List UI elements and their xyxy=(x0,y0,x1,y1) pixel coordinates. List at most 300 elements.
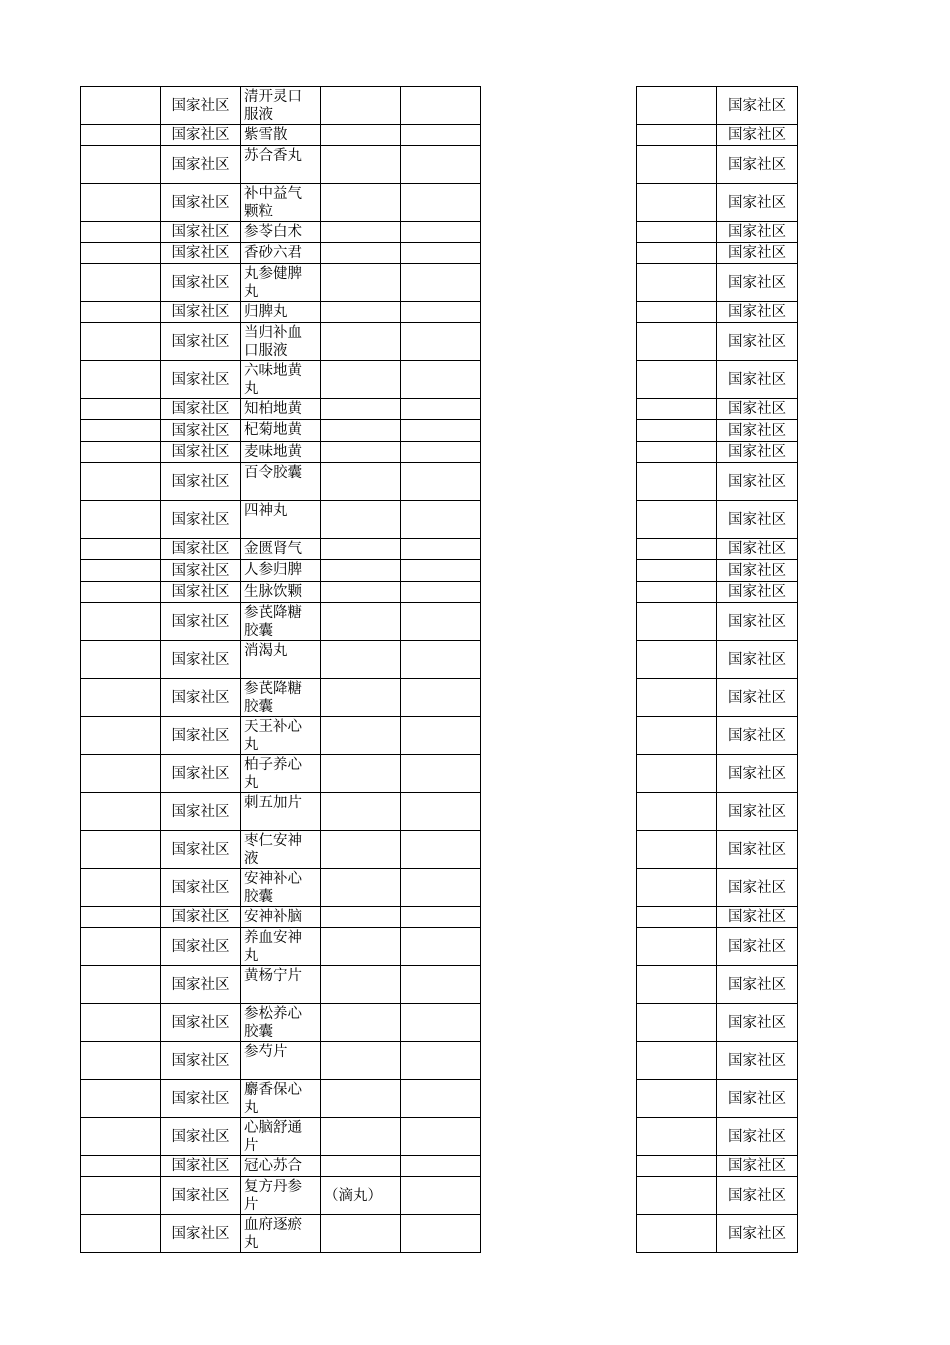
empty-cell[interactable] xyxy=(637,264,717,302)
category-cell[interactable]: 国家社区 xyxy=(161,1118,241,1156)
category-cell[interactable]: 国家社区 xyxy=(161,87,241,125)
empty-cell[interactable] xyxy=(401,1118,481,1156)
drug-name-cell[interactable]: 刺五加片 xyxy=(241,793,321,831)
table-row xyxy=(637,87,798,125)
empty-cell[interactable] xyxy=(401,679,481,717)
empty-cell[interactable] xyxy=(637,302,717,323)
empty-cell[interactable] xyxy=(81,264,161,302)
drug-name-cell[interactable]: 枣仁安神液 xyxy=(241,831,321,869)
empty-cell[interactable] xyxy=(637,1080,717,1118)
category-cell[interactable]: 国家社区 xyxy=(717,1118,798,1156)
drug-name-cell[interactable]: 知柏地黄 xyxy=(241,399,321,420)
category-cell[interactable]: 国家社区 xyxy=(161,582,241,603)
empty-cell[interactable] xyxy=(401,1156,481,1177)
empty-cell[interactable] xyxy=(401,928,481,966)
empty-cell[interactable] xyxy=(81,302,161,323)
note-cell[interactable] xyxy=(321,399,401,420)
category-cell[interactable]: 国家社区 xyxy=(161,755,241,793)
drug-name-cell[interactable]: 参芍片 xyxy=(241,1042,321,1080)
empty-cell[interactable] xyxy=(637,717,717,755)
empty-cell[interactable] xyxy=(637,831,717,869)
empty-cell[interactable] xyxy=(81,907,161,928)
empty-cell[interactable] xyxy=(401,1215,481,1253)
note-cell[interactable] xyxy=(321,463,401,501)
drug-name-cell[interactable]: 安神补心胶囊 xyxy=(241,869,321,907)
category-cell[interactable]: 国家社区 xyxy=(717,399,798,420)
empty-cell[interactable] xyxy=(81,966,161,1004)
category-cell[interactable]: 国家社区 xyxy=(717,560,798,582)
empty-cell[interactable] xyxy=(637,399,717,420)
note-cell[interactable] xyxy=(321,966,401,1004)
empty-cell[interactable] xyxy=(401,463,481,501)
table-row xyxy=(637,442,798,463)
category-cell[interactable]: 国家社区 xyxy=(717,222,798,243)
category-cell[interactable]: 国家社区 xyxy=(717,539,798,560)
empty-cell[interactable] xyxy=(401,717,481,755)
category-cell[interactable]: 国家社区 xyxy=(717,831,798,869)
note-cell[interactable] xyxy=(321,222,401,243)
right-spreadsheet-table xyxy=(636,86,798,1253)
note-cell[interactable] xyxy=(321,125,401,146)
note-cell[interactable] xyxy=(321,420,401,442)
empty-cell[interactable] xyxy=(637,539,717,560)
drug-name-cell[interactable]: 天王补心丸 xyxy=(241,717,321,755)
empty-cell[interactable] xyxy=(81,1215,161,1253)
empty-cell[interactable] xyxy=(637,146,717,184)
table-row xyxy=(81,1004,481,1042)
note-cell[interactable] xyxy=(321,793,401,831)
note-cell[interactable] xyxy=(321,1118,401,1156)
empty-cell[interactable] xyxy=(637,966,717,1004)
note-cell[interactable] xyxy=(321,302,401,323)
empty-cell[interactable] xyxy=(401,302,481,323)
table-row xyxy=(81,184,481,222)
empty-cell[interactable] xyxy=(81,146,161,184)
drug-name-cell[interactable]: 六味地黄丸 xyxy=(241,361,321,399)
note-cell[interactable] xyxy=(321,323,401,361)
category-cell[interactable]: 国家社区 xyxy=(161,679,241,717)
category-cell[interactable]: 国家社区 xyxy=(161,831,241,869)
table-row xyxy=(637,501,798,539)
table-row xyxy=(81,222,481,243)
empty-cell[interactable] xyxy=(81,755,161,793)
table-row xyxy=(637,1004,798,1042)
note-cell[interactable] xyxy=(321,264,401,302)
drug-name-cell[interactable]: 补中益气颗粒 xyxy=(241,184,321,222)
table-row xyxy=(81,264,481,302)
category-cell[interactable]: 国家社区 xyxy=(717,87,798,125)
category-cell[interactable]: 国家社区 xyxy=(161,641,241,679)
empty-cell[interactable] xyxy=(637,1042,717,1080)
table-row xyxy=(637,1177,798,1215)
empty-cell[interactable] xyxy=(81,582,161,603)
empty-cell[interactable] xyxy=(401,582,481,603)
empty-cell[interactable] xyxy=(637,907,717,928)
empty-cell[interactable] xyxy=(401,361,481,399)
empty-cell[interactable] xyxy=(81,1177,161,1215)
table-row xyxy=(81,501,481,539)
category-cell[interactable]: 国家社区 xyxy=(717,1042,798,1080)
drug-name-cell[interactable]: 冠心苏合 xyxy=(241,1156,321,1177)
empty-cell[interactable] xyxy=(81,717,161,755)
drug-name-cell[interactable]: 人参归脾 xyxy=(241,560,321,582)
category-cell[interactable]: 国家社区 xyxy=(161,1080,241,1118)
empty-cell[interactable] xyxy=(401,831,481,869)
empty-cell[interactable] xyxy=(637,582,717,603)
empty-cell[interactable] xyxy=(81,222,161,243)
category-cell[interactable]: 国家社区 xyxy=(717,146,798,184)
table-row xyxy=(637,184,798,222)
category-cell[interactable]: 国家社区 xyxy=(161,463,241,501)
category-cell[interactable]: 国家社区 xyxy=(161,793,241,831)
table-row xyxy=(637,603,798,641)
table-row xyxy=(637,264,798,302)
drug-name-cell[interactable]: 香砂六君 xyxy=(241,243,321,264)
empty-cell[interactable] xyxy=(81,793,161,831)
empty-cell[interactable] xyxy=(401,869,481,907)
category-cell[interactable]: 国家社区 xyxy=(717,717,798,755)
empty-cell[interactable] xyxy=(401,560,481,582)
table-row xyxy=(81,302,481,323)
empty-cell[interactable] xyxy=(637,361,717,399)
category-cell[interactable]: 国家社区 xyxy=(161,323,241,361)
drug-name-cell[interactable]: 安神补脑 xyxy=(241,907,321,928)
category-cell[interactable]: 国家社区 xyxy=(161,1042,241,1080)
empty-cell[interactable] xyxy=(401,1004,481,1042)
table-row xyxy=(637,222,798,243)
empty-cell[interactable] xyxy=(637,641,717,679)
empty-cell[interactable] xyxy=(401,399,481,420)
note-cell[interactable] xyxy=(321,1156,401,1177)
category-cell[interactable]: 国家社区 xyxy=(161,146,241,184)
table-row xyxy=(81,1177,481,1215)
drug-name-cell[interactable]: 参苓白术 xyxy=(241,222,321,243)
empty-cell[interactable] xyxy=(81,928,161,966)
empty-cell[interactable] xyxy=(637,323,717,361)
category-cell[interactable]: 国家社区 xyxy=(717,582,798,603)
empty-cell[interactable] xyxy=(637,793,717,831)
empty-cell[interactable] xyxy=(637,755,717,793)
note-cell[interactable] xyxy=(321,243,401,264)
category-cell[interactable]: 国家社区 xyxy=(161,966,241,1004)
drug-name-cell[interactable]: 黄杨宁片 xyxy=(241,966,321,1004)
table-row xyxy=(81,603,481,641)
drug-name-cell[interactable]: 杞菊地黄 xyxy=(241,420,321,442)
category-cell[interactable]: 国家社区 xyxy=(161,560,241,582)
drug-name-cell[interactable]: 百令胶囊 xyxy=(241,463,321,501)
category-cell[interactable]: 国家社区 xyxy=(161,907,241,928)
note-cell[interactable] xyxy=(321,1080,401,1118)
note-cell[interactable] xyxy=(321,603,401,641)
drug-name-cell[interactable]: 当归补血口服液 xyxy=(241,323,321,361)
category-cell[interactable]: 国家社区 xyxy=(161,264,241,302)
empty-cell[interactable] xyxy=(81,1004,161,1042)
category-cell[interactable]: 国家社区 xyxy=(717,793,798,831)
drug-name-cell[interactable]: 金匮肾气 xyxy=(241,539,321,560)
category-cell[interactable]: 国家社区 xyxy=(161,928,241,966)
empty-cell[interactable] xyxy=(81,1118,161,1156)
table-row xyxy=(637,243,798,264)
category-cell[interactable]: 国家社区 xyxy=(161,420,241,442)
empty-cell[interactable] xyxy=(81,361,161,399)
category-cell[interactable]: 国家社区 xyxy=(717,755,798,793)
table-row xyxy=(81,831,481,869)
empty-cell[interactable] xyxy=(401,755,481,793)
empty-cell[interactable] xyxy=(401,442,481,463)
category-cell[interactable]: 国家社区 xyxy=(161,184,241,222)
category-cell[interactable]: 国家社区 xyxy=(161,302,241,323)
note-cell[interactable] xyxy=(321,442,401,463)
drug-name-cell[interactable]: 养血安神丸 xyxy=(241,928,321,966)
empty-cell[interactable] xyxy=(401,966,481,1004)
category-cell[interactable]: 国家社区 xyxy=(717,1080,798,1118)
table-row xyxy=(637,831,798,869)
table-row xyxy=(81,560,481,582)
note-cell[interactable] xyxy=(321,560,401,582)
drug-name-cell[interactable]: 参芪降糖胶囊 xyxy=(241,603,321,641)
note-cell[interactable] xyxy=(321,717,401,755)
drug-name-cell[interactable]: 柏子养心丸 xyxy=(241,755,321,793)
empty-cell[interactable] xyxy=(401,125,481,146)
table-row xyxy=(81,717,481,755)
table-row xyxy=(637,125,798,146)
empty-cell[interactable] xyxy=(637,501,717,539)
table-row xyxy=(81,399,481,420)
drug-name-cell[interactable]: 生脉饮颗 xyxy=(241,582,321,603)
category-cell[interactable]: 国家社区 xyxy=(717,361,798,399)
category-cell[interactable]: 国家社区 xyxy=(161,603,241,641)
category-cell[interactable]: 国家社区 xyxy=(717,1004,798,1042)
table-row xyxy=(81,87,481,125)
table-row xyxy=(81,869,481,907)
table-row xyxy=(637,302,798,323)
drug-name-cell[interactable]: 参松养心胶囊 xyxy=(241,1004,321,1042)
category-cell[interactable]: 国家社区 xyxy=(717,928,798,966)
empty-cell[interactable] xyxy=(637,1215,717,1253)
empty-cell[interactable] xyxy=(637,222,717,243)
empty-cell[interactable] xyxy=(81,184,161,222)
category-cell[interactable]: 国家社区 xyxy=(717,501,798,539)
table-row xyxy=(637,1080,798,1118)
category-cell[interactable]: 国家社区 xyxy=(161,717,241,755)
empty-cell[interactable] xyxy=(81,463,161,501)
empty-cell[interactable] xyxy=(81,87,161,125)
note-cell[interactable] xyxy=(321,679,401,717)
note-cell[interactable] xyxy=(321,87,401,125)
table-row xyxy=(81,928,481,966)
empty-cell[interactable] xyxy=(401,146,481,184)
empty-cell[interactable] xyxy=(401,323,481,361)
category-cell[interactable]: 国家社区 xyxy=(717,603,798,641)
empty-cell[interactable] xyxy=(81,125,161,146)
drug-name-cell[interactable]: 复方丹参片 xyxy=(241,1177,321,1215)
category-cell[interactable]: 国家社区 xyxy=(717,1156,798,1177)
empty-cell[interactable] xyxy=(81,603,161,641)
empty-cell[interactable] xyxy=(637,560,717,582)
empty-cell[interactable] xyxy=(401,641,481,679)
empty-cell[interactable] xyxy=(401,184,481,222)
drug-name-cell[interactable]: 消渴丸 xyxy=(241,641,321,679)
empty-cell[interactable] xyxy=(637,184,717,222)
empty-cell[interactable] xyxy=(637,1177,717,1215)
empty-cell[interactable] xyxy=(637,679,717,717)
note-cell[interactable] xyxy=(321,641,401,679)
category-cell[interactable]: 国家社区 xyxy=(717,264,798,302)
empty-cell[interactable] xyxy=(401,1177,481,1215)
table-row xyxy=(81,793,481,831)
drug-name-cell[interactable]: 苏合香丸 xyxy=(241,146,321,184)
empty-cell[interactable] xyxy=(637,928,717,966)
empty-cell[interactable] xyxy=(401,243,481,264)
table-row xyxy=(637,869,798,907)
empty-cell[interactable] xyxy=(81,641,161,679)
note-cell[interactable] xyxy=(321,755,401,793)
note-cell[interactable] xyxy=(321,1004,401,1042)
table-row xyxy=(81,966,481,1004)
empty-cell[interactable] xyxy=(81,869,161,907)
category-cell[interactable]: 国家社区 xyxy=(717,1177,798,1215)
empty-cell[interactable] xyxy=(81,420,161,442)
empty-cell[interactable] xyxy=(81,501,161,539)
category-cell[interactable]: 国家社区 xyxy=(161,1156,241,1177)
category-cell[interactable]: 国家社区 xyxy=(161,1177,241,1215)
empty-cell[interactable] xyxy=(637,442,717,463)
table-row xyxy=(81,1215,481,1253)
note-cell[interactable] xyxy=(321,831,401,869)
empty-cell[interactable] xyxy=(401,793,481,831)
table-row xyxy=(637,928,798,966)
category-cell[interactable]: 国家社区 xyxy=(161,361,241,399)
drug-name-cell[interactable]: 麦味地黄 xyxy=(241,442,321,463)
empty-cell[interactable] xyxy=(637,125,717,146)
empty-cell[interactable] xyxy=(81,1042,161,1080)
empty-cell[interactable] xyxy=(401,501,481,539)
table-row xyxy=(637,1042,798,1080)
empty-cell[interactable] xyxy=(401,264,481,302)
empty-cell[interactable] xyxy=(81,399,161,420)
empty-cell[interactable] xyxy=(81,1080,161,1118)
drug-name-cell[interactable]: 参芪降糖胶囊 xyxy=(241,679,321,717)
empty-cell[interactable] xyxy=(81,679,161,717)
empty-cell[interactable] xyxy=(401,603,481,641)
empty-cell[interactable] xyxy=(401,907,481,928)
note-cell[interactable] xyxy=(321,539,401,560)
table-row xyxy=(637,582,798,603)
empty-cell[interactable] xyxy=(401,87,481,125)
empty-cell[interactable] xyxy=(637,1156,717,1177)
note-cell[interactable] xyxy=(321,1215,401,1253)
empty-cell[interactable] xyxy=(81,442,161,463)
drug-name-cell[interactable]: 紫雪散 xyxy=(241,125,321,146)
category-cell[interactable]: 国家社区 xyxy=(717,184,798,222)
category-cell[interactable]: 国家社区 xyxy=(161,1215,241,1253)
note-cell[interactable]: （滴丸） xyxy=(321,1177,401,1215)
category-cell[interactable]: 国家社区 xyxy=(717,302,798,323)
drug-name-cell[interactable]: 麝香保心丸 xyxy=(241,1080,321,1118)
note-cell[interactable] xyxy=(321,361,401,399)
table-row xyxy=(637,1215,798,1253)
category-cell[interactable]: 国家社区 xyxy=(717,442,798,463)
drug-name-cell[interactable]: 丸参健脾丸 xyxy=(241,264,321,302)
empty-cell[interactable] xyxy=(637,1118,717,1156)
empty-cell[interactable] xyxy=(81,243,161,264)
table-row xyxy=(637,399,798,420)
category-cell[interactable]: 国家社区 xyxy=(161,125,241,146)
note-cell[interactable] xyxy=(321,928,401,966)
empty-cell[interactable] xyxy=(81,1156,161,1177)
empty-cell[interactable] xyxy=(637,1004,717,1042)
empty-cell[interactable] xyxy=(401,1080,481,1118)
table-row xyxy=(81,1080,481,1118)
empty-cell[interactable] xyxy=(401,222,481,243)
empty-cell[interactable] xyxy=(81,323,161,361)
note-cell[interactable] xyxy=(321,501,401,539)
empty-cell[interactable] xyxy=(637,243,717,264)
note-cell[interactable] xyxy=(321,907,401,928)
note-cell[interactable] xyxy=(321,582,401,603)
empty-cell[interactable] xyxy=(401,420,481,442)
category-cell[interactable]: 国家社区 xyxy=(161,869,241,907)
category-cell[interactable]: 国家社区 xyxy=(717,679,798,717)
category-cell[interactable]: 国家社区 xyxy=(717,641,798,679)
category-cell[interactable]: 国家社区 xyxy=(717,966,798,1004)
drug-name-cell[interactable]: 四神丸 xyxy=(241,501,321,539)
note-cell[interactable] xyxy=(321,146,401,184)
category-cell[interactable]: 国家社区 xyxy=(717,907,798,928)
table-row xyxy=(81,243,481,264)
table-row xyxy=(81,361,481,399)
category-cell[interactable]: 国家社区 xyxy=(717,125,798,146)
empty-cell[interactable] xyxy=(81,560,161,582)
note-cell[interactable] xyxy=(321,1042,401,1080)
drug-name-cell[interactable]: 清开灵口服液 xyxy=(241,87,321,125)
table-row xyxy=(81,679,481,717)
category-cell[interactable]: 国家社区 xyxy=(717,463,798,501)
note-cell[interactable] xyxy=(321,869,401,907)
empty-cell[interactable] xyxy=(637,463,717,501)
table-row xyxy=(81,641,481,679)
table-row xyxy=(81,442,481,463)
drug-name-cell[interactable]: 心脑舒通片 xyxy=(241,1118,321,1156)
empty-cell[interactable] xyxy=(81,539,161,560)
empty-cell[interactable] xyxy=(637,420,717,442)
category-cell[interactable]: 国家社区 xyxy=(161,501,241,539)
note-cell[interactable] xyxy=(321,184,401,222)
category-cell[interactable]: 国家社区 xyxy=(717,323,798,361)
empty-cell[interactable] xyxy=(81,831,161,869)
category-cell[interactable]: 国家社区 xyxy=(717,869,798,907)
category-cell[interactable]: 国家社区 xyxy=(161,243,241,264)
drug-name-cell[interactable]: 归脾丸 xyxy=(241,302,321,323)
category-cell[interactable]: 国家社区 xyxy=(161,442,241,463)
category-cell[interactable]: 国家社区 xyxy=(717,420,798,442)
category-cell[interactable]: 国家社区 xyxy=(717,1215,798,1253)
empty-cell[interactable] xyxy=(401,1042,481,1080)
category-cell[interactable]: 国家社区 xyxy=(161,1004,241,1042)
empty-cell[interactable] xyxy=(401,539,481,560)
category-cell[interactable]: 国家社区 xyxy=(161,222,241,243)
empty-cell[interactable] xyxy=(637,603,717,641)
left-spreadsheet-table xyxy=(80,86,481,1253)
category-cell[interactable]: 国家社区 xyxy=(161,539,241,560)
empty-cell[interactable] xyxy=(637,869,717,907)
table-row xyxy=(81,539,481,560)
category-cell[interactable]: 国家社区 xyxy=(717,243,798,264)
drug-name-cell[interactable]: 血府逐瘀丸 xyxy=(241,1215,321,1253)
category-cell[interactable]: 国家社区 xyxy=(161,399,241,420)
table-row xyxy=(637,793,798,831)
empty-cell[interactable] xyxy=(637,87,717,125)
